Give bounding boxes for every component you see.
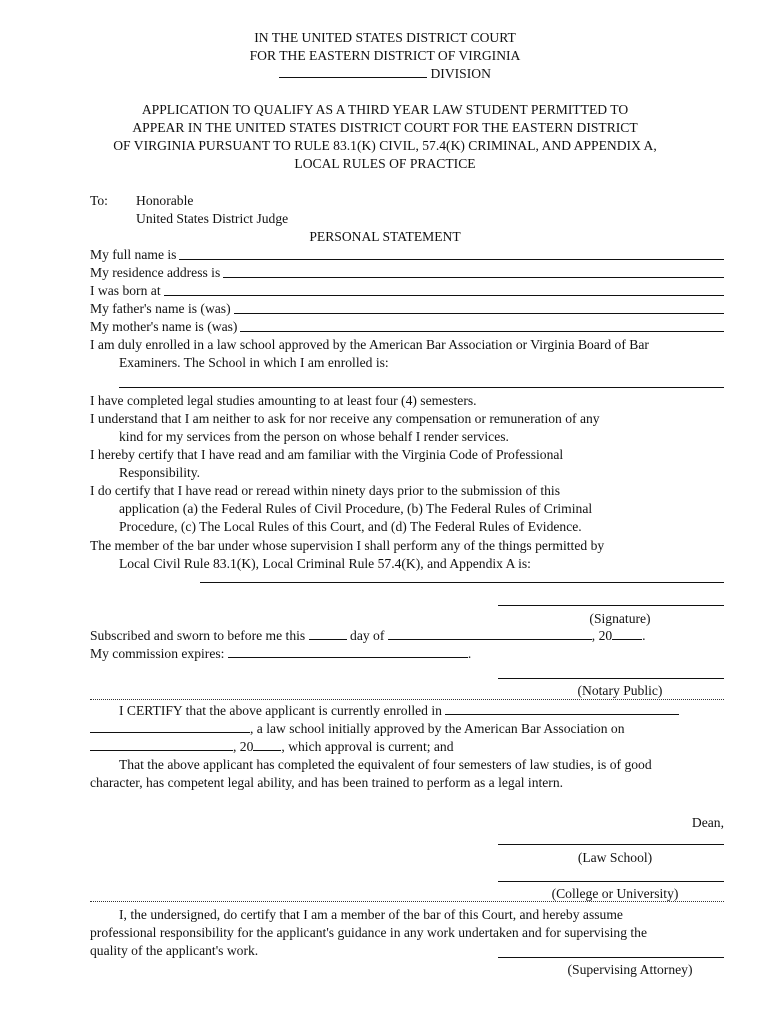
commission-field[interactable] [228, 645, 468, 658]
full-name-label: My full name is [90, 247, 177, 262]
college-caption: (College or University) [551, 886, 679, 901]
rules-line2: application (a) the Federal Rules of Civil Procedure, (b) The Federal Rules of Criminal [119, 501, 593, 516]
attorney-caption: (Supervising Attorney) [567, 962, 693, 977]
approval-year-prefix: , 20 [233, 739, 254, 754]
supervising-member-field[interactable] [200, 582, 724, 583]
supervisor-line1: I, the undersigned, do certify that I am a member of the bar of this Court, and hereby assume [119, 907, 623, 922]
personal-statement-heading: PERSONAL STATEMENT [309, 229, 461, 244]
addressee-line1: Honorable [136, 193, 194, 208]
court-name-line2: FOR THE EASTERN DISTRICT OF VIRGINIA [249, 48, 521, 63]
enrolled-text-line2: Examiners. The School in which I am enrolled is: [119, 355, 389, 370]
approval-date-field[interactable] [90, 738, 233, 751]
to-label: To: [90, 193, 108, 208]
commission-line [90, 645, 471, 663]
full-name-field[interactable] [179, 259, 724, 260]
certify-line2 [90, 720, 625, 738]
approval-current-text: , which approval is current; and [281, 739, 454, 754]
section-divider-1 [90, 699, 724, 700]
school-field[interactable] [119, 387, 724, 388]
law-school-signature-field[interactable] [498, 844, 724, 845]
title-line3: OF VIRGINIA PURSUANT TO RULE 83.1(K) CIVIL, 57.4(K) CRIMINAL, AND APPENDIX A, [113, 138, 657, 153]
commission-period: . [467, 646, 472, 661]
year-field[interactable] [612, 627, 642, 640]
day-of-text: day of [350, 628, 385, 643]
residence-label: My residence address is [90, 265, 221, 280]
birthplace-field[interactable] [164, 295, 724, 296]
supervisor-line3: quality of the applicant's work. [90, 943, 259, 958]
year-prefix: , 20 [591, 628, 613, 643]
compensation-line2: kind for my services from the person on whose behalf I render services. [119, 429, 509, 444]
school-location-field[interactable] [90, 720, 250, 733]
title-line2: APPEAR IN THE UNITED STATES DISTRICT COURT FOR THE EASTERN DISTRICT [132, 120, 638, 135]
attorney-signature-field[interactable] [498, 957, 724, 958]
birthplace-row [90, 282, 724, 300]
certify-line3 [90, 738, 454, 756]
certify-line1 [119, 702, 679, 720]
law-school-caption: (Law School) [577, 850, 653, 865]
code-line2: Responsibility. [119, 465, 201, 480]
certify-text: I CERTIFY that the above applicant is currently enrolled in [119, 703, 442, 718]
code-line1: I hereby certify that I have read and am familiar with the Virginia Code of Professional [90, 447, 564, 462]
month-field[interactable] [388, 627, 592, 640]
dean-label: Dean, [691, 815, 724, 830]
applicant-signature-field[interactable] [498, 605, 724, 606]
approval-year-field[interactable] [253, 738, 281, 751]
rules-line1: I do certify that I have read or reread within ninety days prior to the submission of this [90, 483, 560, 498]
rules-line3: Procedure, (c) The Local Rules of this Court, and (d) The Federal Rules of Evidence. [119, 519, 582, 534]
father-label: My father's name is (was) [90, 301, 231, 316]
father-row [90, 300, 724, 318]
enrolled-school-field[interactable] [445, 702, 679, 715]
mother-label: My mother's name is (was) [90, 319, 238, 334]
certify-aba-text: , a law school initially approved by the American Bar Association on [250, 721, 625, 736]
full-name-row [90, 246, 724, 264]
college-signature-field[interactable] [498, 881, 724, 882]
division-line [0, 65, 770, 83]
member-line1: The member of the bar under whose supervision I shall perform any of the things permitted by [90, 538, 605, 553]
notary-caption: (Notary Public) [577, 683, 663, 698]
signature-caption: (Signature) [589, 611, 651, 626]
father-field[interactable] [234, 313, 724, 314]
compensation-line1: I understand that I am neither to ask for nor receive any compensation or remuneration of any [90, 411, 600, 426]
addressee-line2: United States District Judge [136, 211, 289, 226]
title-line1: APPLICATION TO QUALIFY AS A THIRD YEAR LAW STUDENT PERMITTED TO [141, 102, 629, 117]
certify-line5: character, has competent legal ability, and has been trained to perform as a legal intern. [90, 775, 564, 790]
semesters-text: I have completed legal studies amounting to at least four (4) semesters. [90, 393, 477, 408]
enrolled-text-line1: I am duly enrolled in a law school approved by the American Bar Association or Virginia Board of Bar [90, 337, 649, 352]
subscribed-line [90, 627, 646, 645]
mother-row [90, 318, 724, 336]
commission-text: My commission expires: [90, 646, 225, 661]
day-field[interactable] [309, 627, 347, 640]
subscribed-period: . [642, 628, 646, 643]
mother-field[interactable] [240, 331, 724, 332]
court-name-line1: IN THE UNITED STATES DISTRICT COURT [254, 30, 516, 45]
subscribed-text: Subscribed and sworn to before me this [90, 628, 306, 643]
division-label: DIVISION [430, 66, 491, 81]
section-divider-2 [90, 901, 724, 902]
certify-line4: That the above applicant has completed the equivalent of four semesters of law studies, is of good [119, 757, 652, 772]
residence-row [90, 264, 724, 282]
member-line2: Local Civil Rule 83.1(K), Local Criminal Rule 57.4(K), and Appendix A is: [119, 556, 531, 571]
residence-field[interactable] [223, 277, 724, 278]
notary-signature-field[interactable] [498, 678, 724, 679]
birthplace-label: I was born at [90, 283, 161, 298]
title-line4: LOCAL RULES OF PRACTICE [294, 156, 476, 171]
supervisor-line2: professional responsibility for the applicant's guidance in any work undertaken and for supervising the [90, 925, 648, 940]
division-field[interactable] [279, 65, 427, 78]
